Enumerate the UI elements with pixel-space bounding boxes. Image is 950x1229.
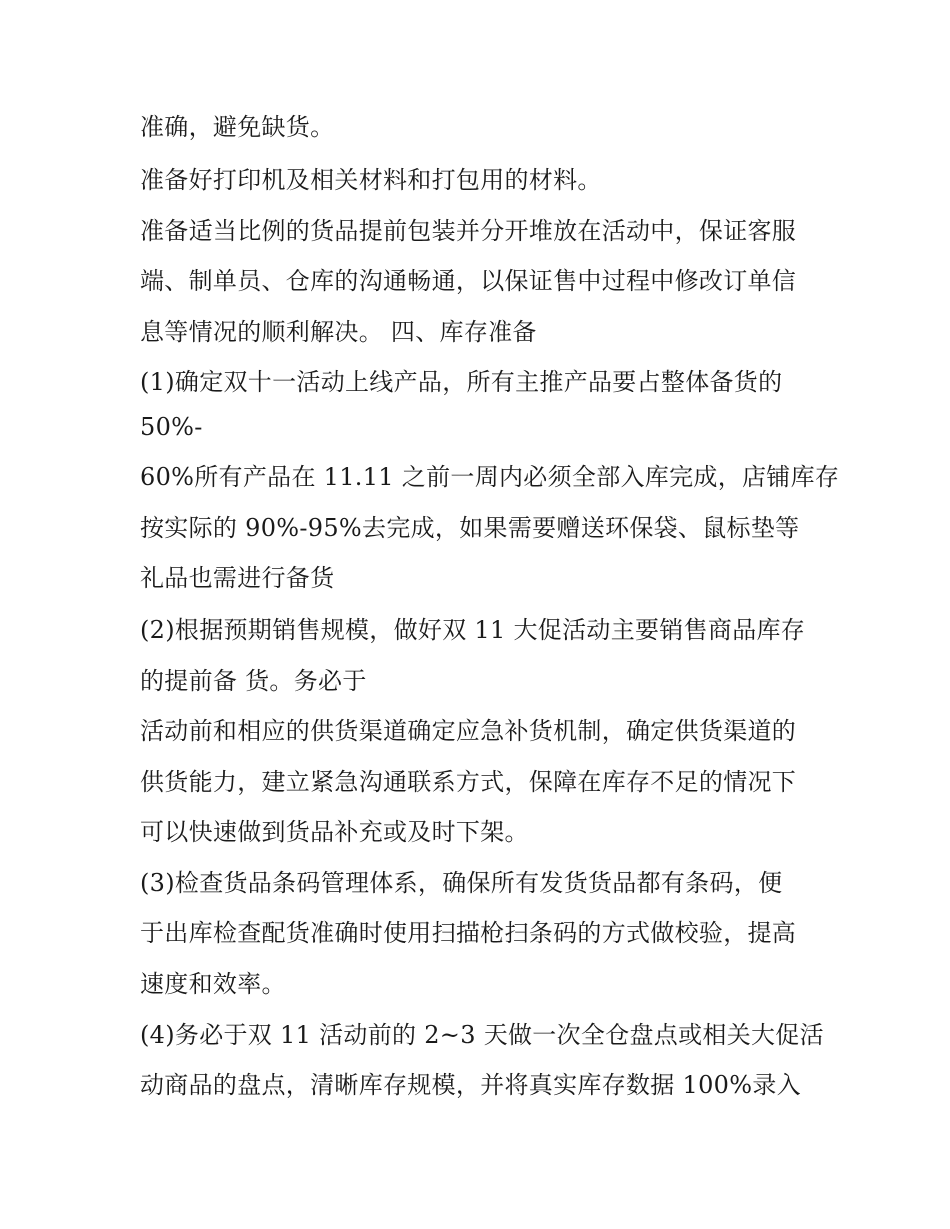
text-line: 60%所有产品在 11.11 之前一周内必须全部入库完成，店铺库存	[140, 463, 840, 491]
text-line: 息等情况的顺利解决。 四、库存准备	[140, 318, 537, 346]
text-line: 准确，避免缺货。	[140, 113, 335, 141]
text-line: 50%-	[140, 413, 203, 441]
text-line: (3)检查货品条码管理体系，确保所有发货货品都有条码，便	[140, 869, 783, 897]
text-line: 于出库检查配货准确时使用扫描枪扫条码的方式做校验，提高	[140, 919, 797, 947]
text-line: 准备好打印机及相关材料和打包用的材料。	[140, 166, 602, 194]
text-line: (4)务必于双 11 活动前的 2~3 天做一次全仓盘点或相关大促活	[140, 1021, 824, 1049]
text-line: 的提前备 货。务必于	[140, 667, 367, 695]
text-line: 供货能力，建立紧急沟通联系方式，保障在库存不足的情况下	[140, 768, 797, 796]
text-line: (1)确定双十一活动上线产品，所有主推产品要占整体备货的	[140, 368, 783, 396]
text-line: 活动前和相应的供货渠道确定应急补货机制，确定供货渠道的	[140, 717, 797, 745]
text-line: 可以快速做到货品补充或及时下架。	[140, 818, 529, 846]
text-line: 动商品的盘点，清晰库存规模，并将真实库存数据 100%录入	[140, 1071, 801, 1099]
text-line: 礼品也需进行备货	[140, 564, 335, 592]
text-line: 速度和效率。	[140, 970, 286, 998]
text-line: 端、制单员、仓库的沟通畅通，以保证售中过程中修改订单信	[140, 267, 797, 295]
text-line: 按实际的 90%-95%去完成，如果需要赠送环保袋、鼠标垫等	[140, 514, 800, 542]
text-line: (2)根据预期销售规模，做好双 11 大促活动主要销售商品库存	[140, 616, 806, 644]
text-line: 准备适当比例的货品提前包装并分开堆放在活动中，保证客服	[140, 217, 797, 245]
